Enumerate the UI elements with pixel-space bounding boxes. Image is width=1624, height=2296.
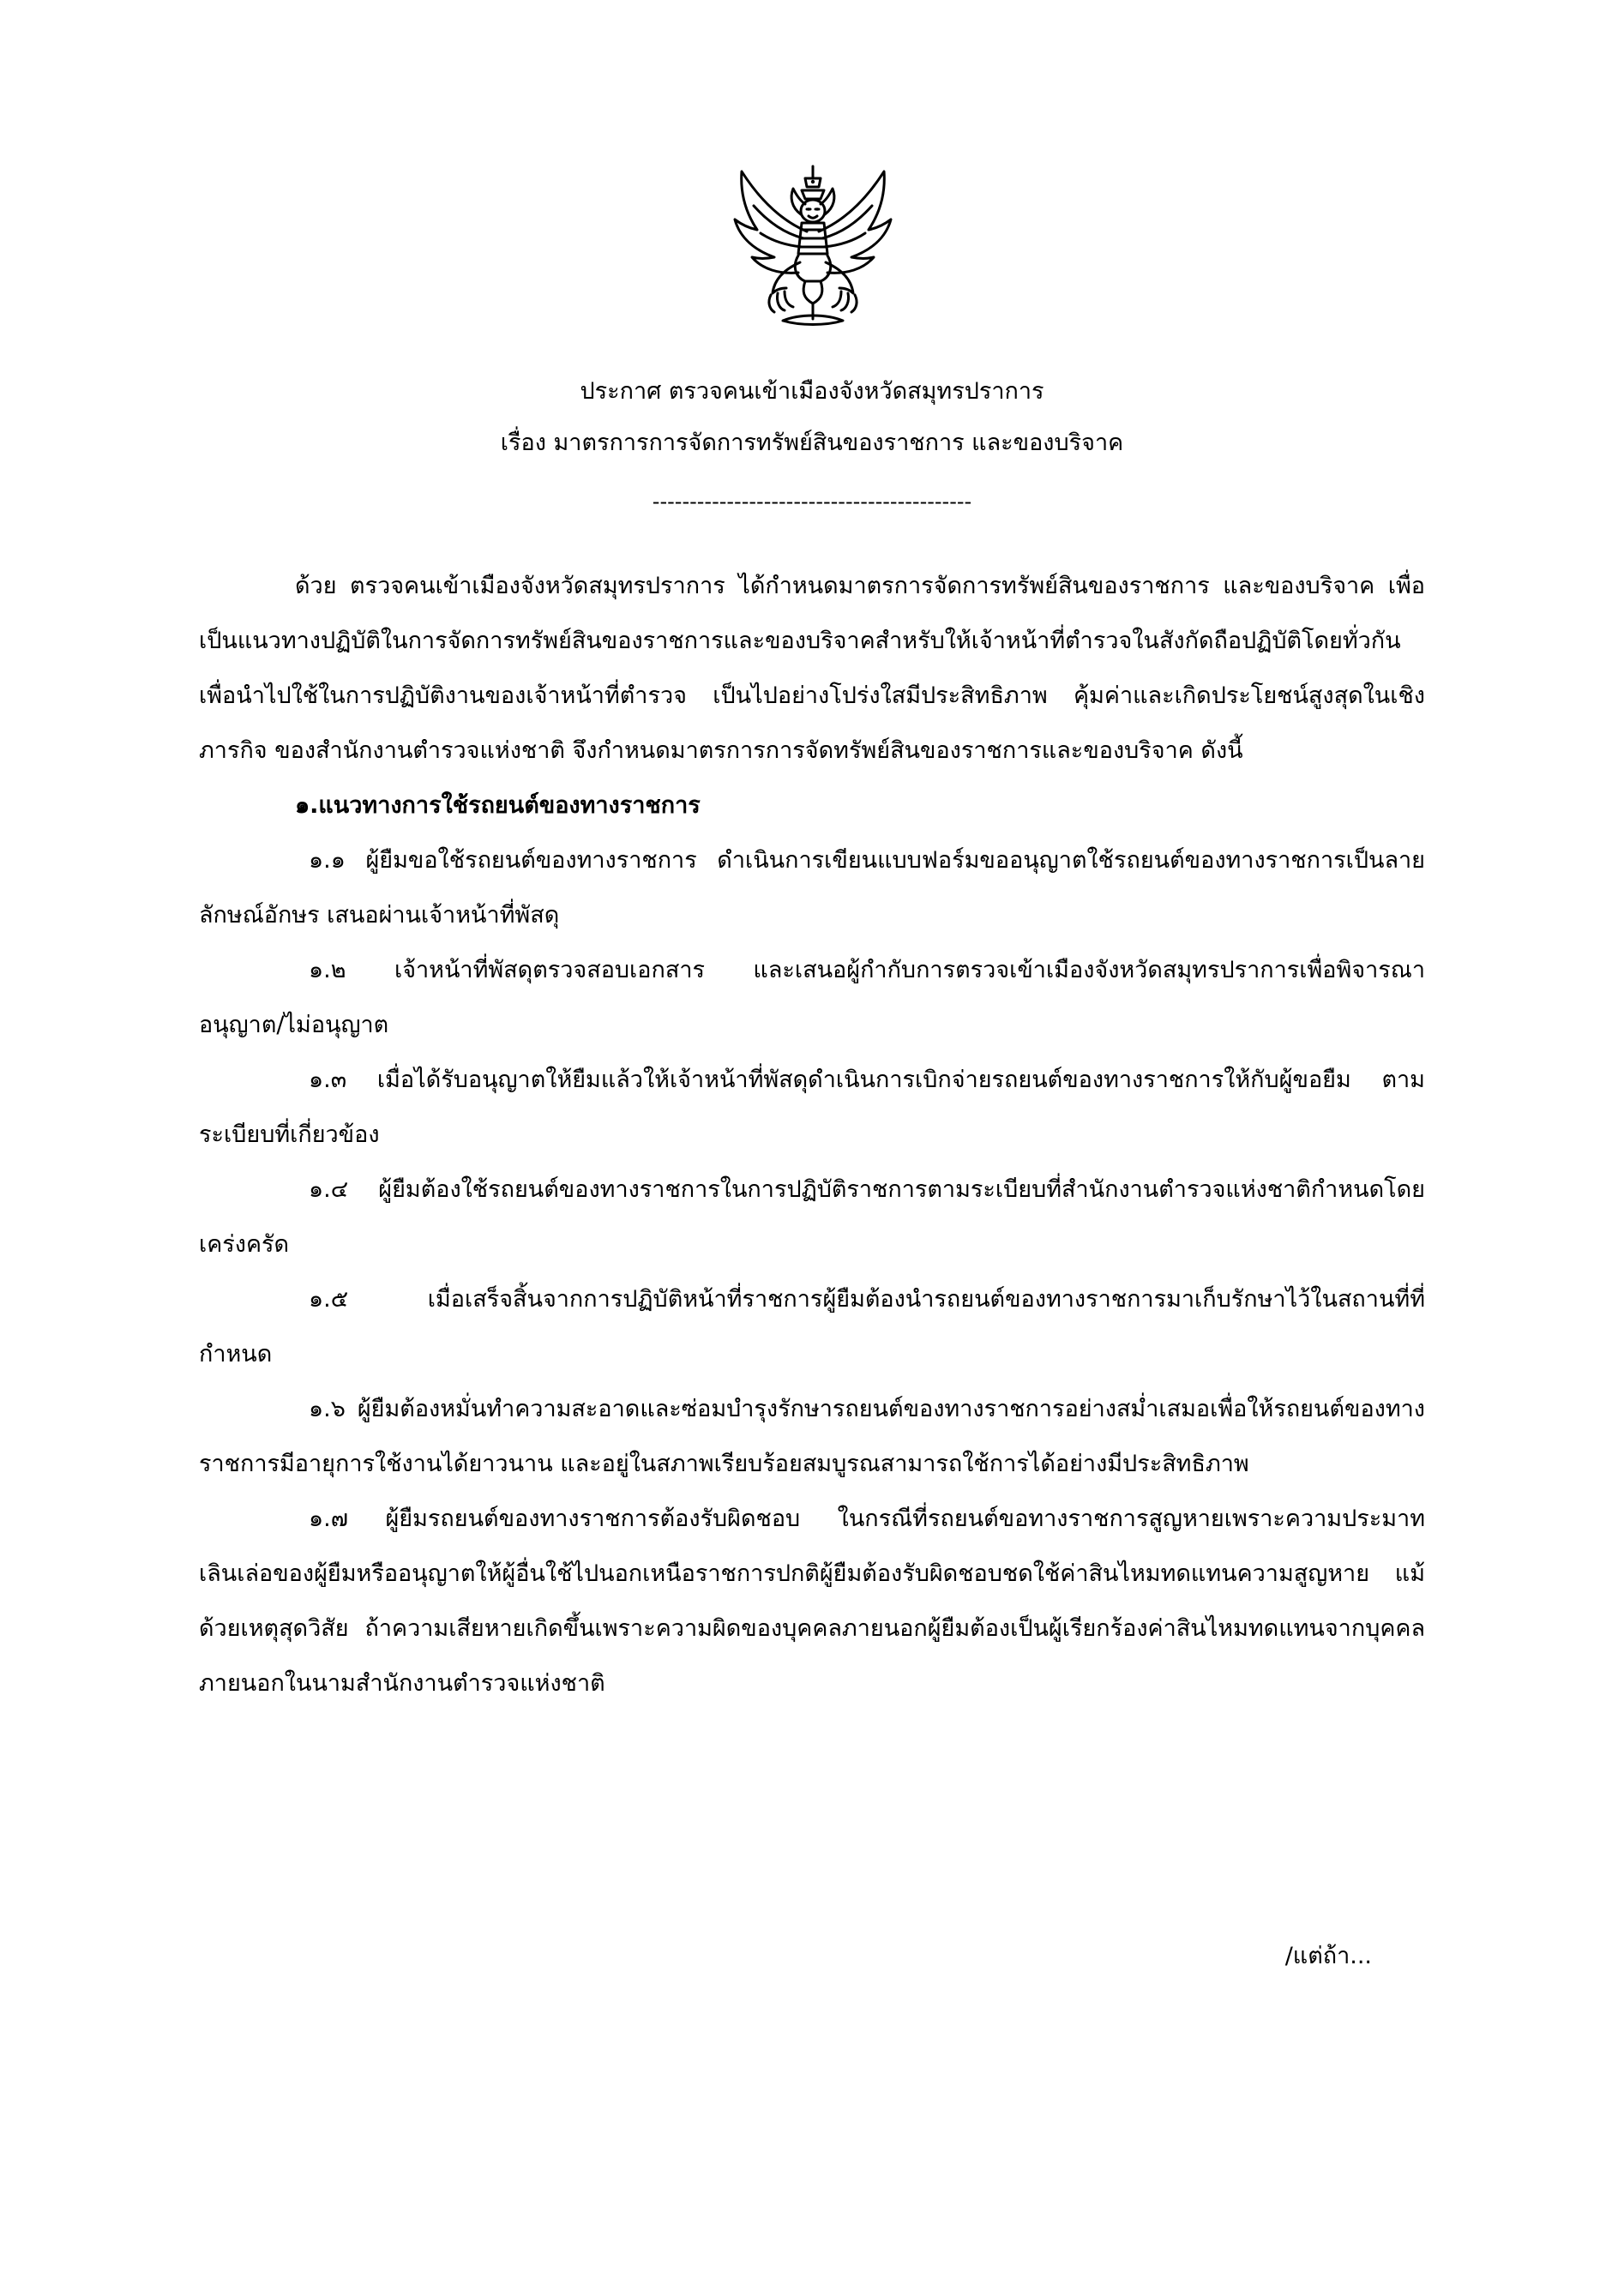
garuda-emblem-icon: [723, 161, 903, 333]
announcement-subject: เรื่อง มาตรการการจัดการทรัพย์สินของราชการ และของบริจาค: [500, 430, 1124, 456]
section-item-1-4: ๑.๔ ผู้ยืมต้องใช้รถยนต์ของทางราชการในการปฏิบัติราชการตามระเบียบที่สำนักงานตำรวจแห่งชาติกำหนดโดยเคร่งครัด: [199, 1176, 1425, 1258]
section-item-1-5: ๑.๕ เมื่อเสร็จสิ้นจากการปฏิบัติหน้าที่ราชการผู้ยืมต้องนำรถยนต์ของทางราชการมาเก็บรักษาไว้ในสถานที่ที่กำหนด: [199, 1286, 1425, 1367]
announcement-title: ประกาศ ตรวจคนเข้าเมืองจังหวัดสมุทรปราการ: [580, 378, 1044, 405]
page-continuation: /แต่ถ้า...: [1284, 1943, 1372, 1969]
section-item-1-7: ๑.๗ ผู้ยืมรถยนต์ของทางราชการต้องรับผิดชอบ ในกรณีที่รถยนต์ขอทางราชการสูญหายเพราะความประมาทเลินเล่อของผู้ยืมหรืออนุญาตให้ผู้อื่นใช้ไปนอกเหนือราชการปกติผู้ยืมต้องรับผิดชอบชดใช้ค่าสินไหมทดแทนความสูญหาย แม้ด้วยเหตุสุดวิสัย ถ้าความเสียหายเกิดขึ้นเพราะความผิดของบุคคลภายนอกผู้ยืมต้องเป็นผู้เรียกร้องค่าสินไหมทดแทนจากบุคคลภายนอกในนามสำนักงานตำรวจแห่งชาติ: [199, 1506, 1425, 1697]
intro-paragraph: ด้วย ตรวจคนเข้าเมืองจังหวัดสมุทรปราการ ได้กำหนดมาตรการจัดการทรัพย์สินของราชการ และของบริจาค เพื่อเป็นแนวทางปฏิบัติในการจัดการทรัพย์สินของราชการและของบริจาคสำหรับให้เจ้าหน้าที่ตำรวจในสังกัดถือปฏิบัติโดยทั่วกันเพื่อนำไปใช้ในการปฏิบัติงานของเจ้าหน้าที่ตำรวจ เป็นไปอย่างโปร่งใสมีประสิทธิภาพ คุ้มค่าและเกิดประโยชน์สูงสุดในเชิงภารกิจ ของสำนักงานตำรวจแห่งชาติ จึงกำหนดมาตรการการจัดทรัพย์สินของราชการและของบริจาค ดังนี้: [199, 573, 1425, 764]
separator-line: -------------------------------------------: [652, 490, 972, 514]
section-item-1-6: ๑.๖ ผู้ยืมต้องหมั่นทำความสะอาดและซ่อมบำรุงรักษารถยนต์ของทางราชการอย่างสม่ำเสมอเพื่อให้รถยนต์ของทางราชการมีอายุการใช้งานได้ยาวนาน และอยู่ในสภาพเรียบร้อยสมบูรณสามารถใช้การได้อย่างมีประสิทธิภาพ: [199, 1396, 1425, 1477]
document-body: [199, 559, 1425, 1711]
section-1-title: ๑.แนวทางการใช้รถยนต์ของทางราชการ: [295, 792, 701, 819]
section-item-1-2: ๑.๒ เจ้าหน้าที่พัสดุตรวจสอบเอกสาร และเสนอผู้กำกับการตรวจเข้าเมืองจังหวัดสมุทรปราการเพื่อพิจารณาอนุญาต/ไม่อนุญาต: [199, 957, 1425, 1038]
section-item-1-3: ๑.๓ เมื่อได้รับอนุญาตให้ยืมแล้วให้เจ้าหน้าที่พัสดุดำเนินการเบิกจ่ายรถยนต์ของทางราชการให้กับผู้ขอยืม ตามระเบียบที่เกี่ยวข้อง: [199, 1067, 1425, 1148]
section-item-1-1: ๑.๑ ผู้ยืมขอใช้รถยนต์ของทางราชการ ดำเนินการเขียนแบบฟอร์มขออนุญาตใช้รถยนต์ของทางราชการเป็นลายลักษณ์อักษร เสนอผ่านเจ้าหน้าที่พัสดุ: [199, 847, 1425, 929]
